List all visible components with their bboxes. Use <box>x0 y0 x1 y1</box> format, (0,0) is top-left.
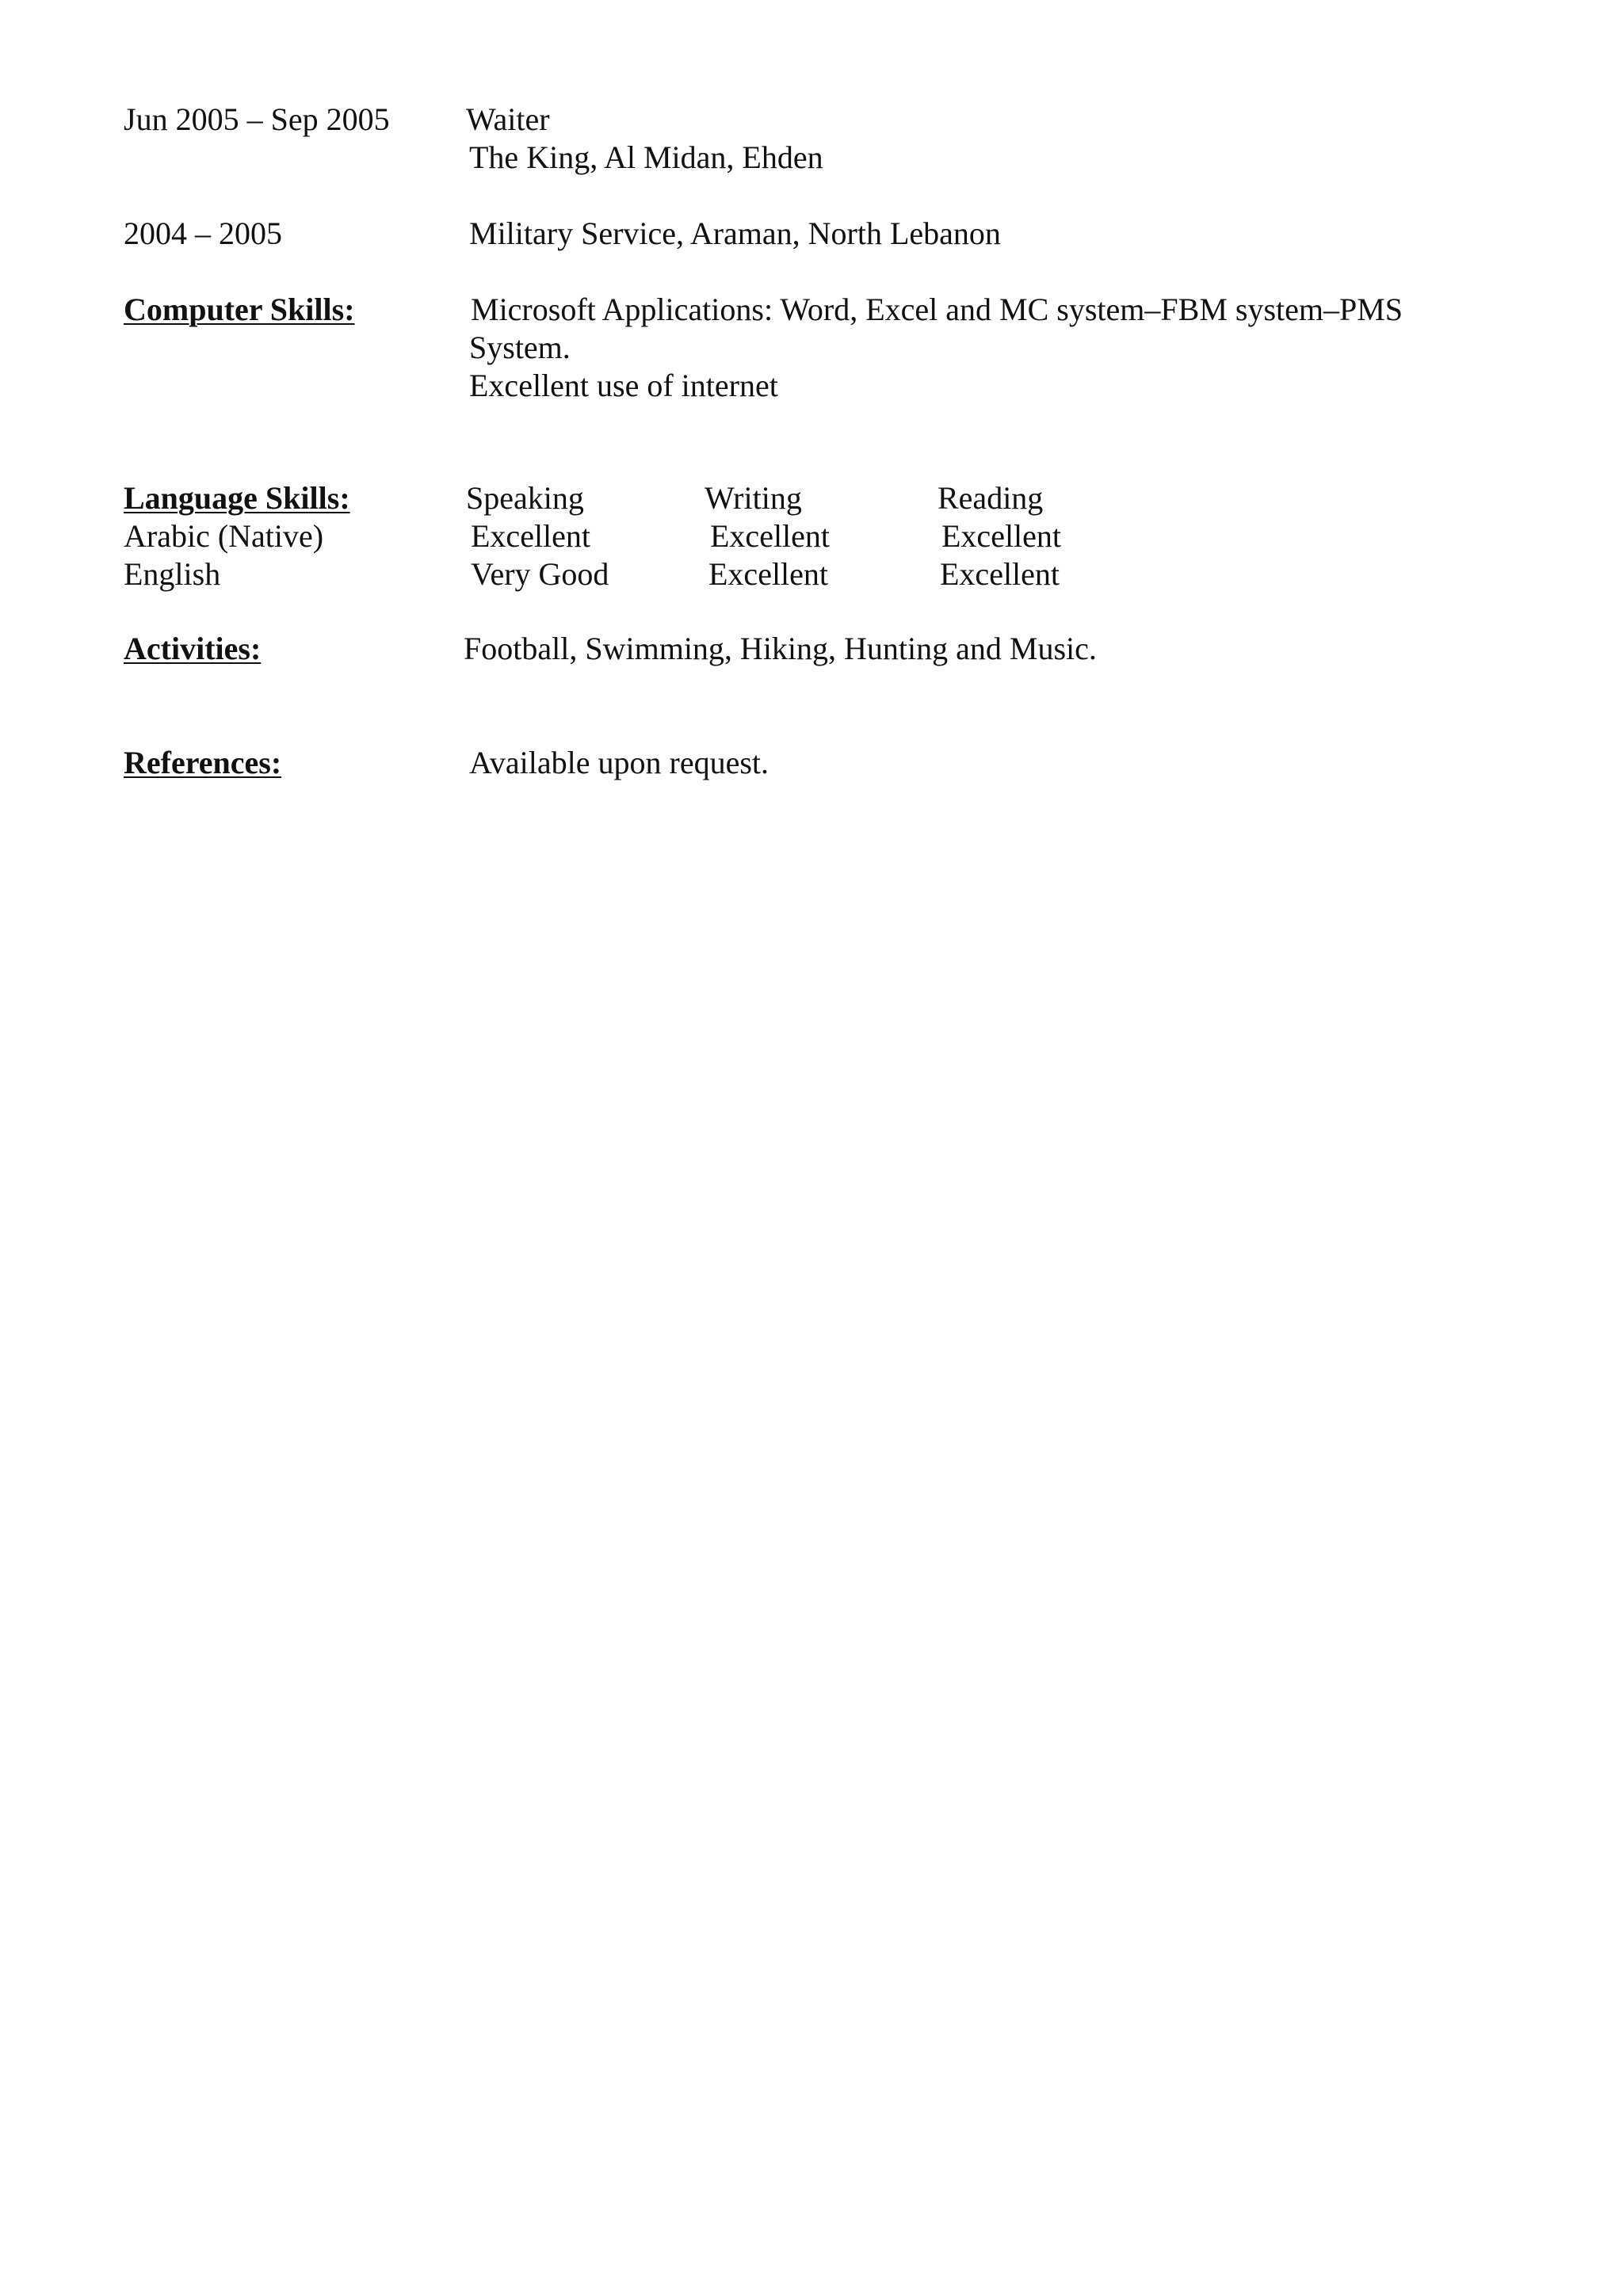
language-speaking: Very Good <box>471 556 609 592</box>
experience-dates: Jun 2005 – Sep 2005 <box>124 101 390 137</box>
language-name: English <box>124 556 221 592</box>
language-column-header: Reading <box>938 480 1044 516</box>
language-name: Arabic (Native) <box>124 518 324 554</box>
experience-detail: The King, Al Midan, Ehden <box>469 139 823 175</box>
references-text: Available upon request. <box>469 745 769 780</box>
computer-skills-line: System. <box>469 330 571 365</box>
language-column-header: Writing <box>705 480 802 516</box>
experience-title: Waiter <box>466 101 550 137</box>
activities-heading: Activities: <box>124 631 262 666</box>
language-reading: Excellent <box>940 556 1060 592</box>
language-writing: Excellent <box>710 518 831 554</box>
language-speaking: Excellent <box>471 518 591 554</box>
references-heading: References: <box>124 745 282 780</box>
language-skills-heading: Language Skills: <box>124 480 350 516</box>
language-column-header: Speaking <box>466 480 584 516</box>
language-reading: Excellent <box>941 518 1062 554</box>
experience-title: Military Service, Araman, North Lebanon <box>469 215 1001 251</box>
computer-skills-heading: Computer Skills: <box>124 292 355 327</box>
language-writing: Excellent <box>708 556 829 592</box>
experience-dates: 2004 – 2005 <box>124 215 282 251</box>
computer-skills-line: Excellent use of internet <box>469 368 778 403</box>
activities-text: Football, Swimming, Hiking, Hunting and Music. <box>464 631 1097 666</box>
computer-skills-line: Microsoft Applications: Word, Excel and MC system–FBM system–PMS <box>471 292 1403 327</box>
